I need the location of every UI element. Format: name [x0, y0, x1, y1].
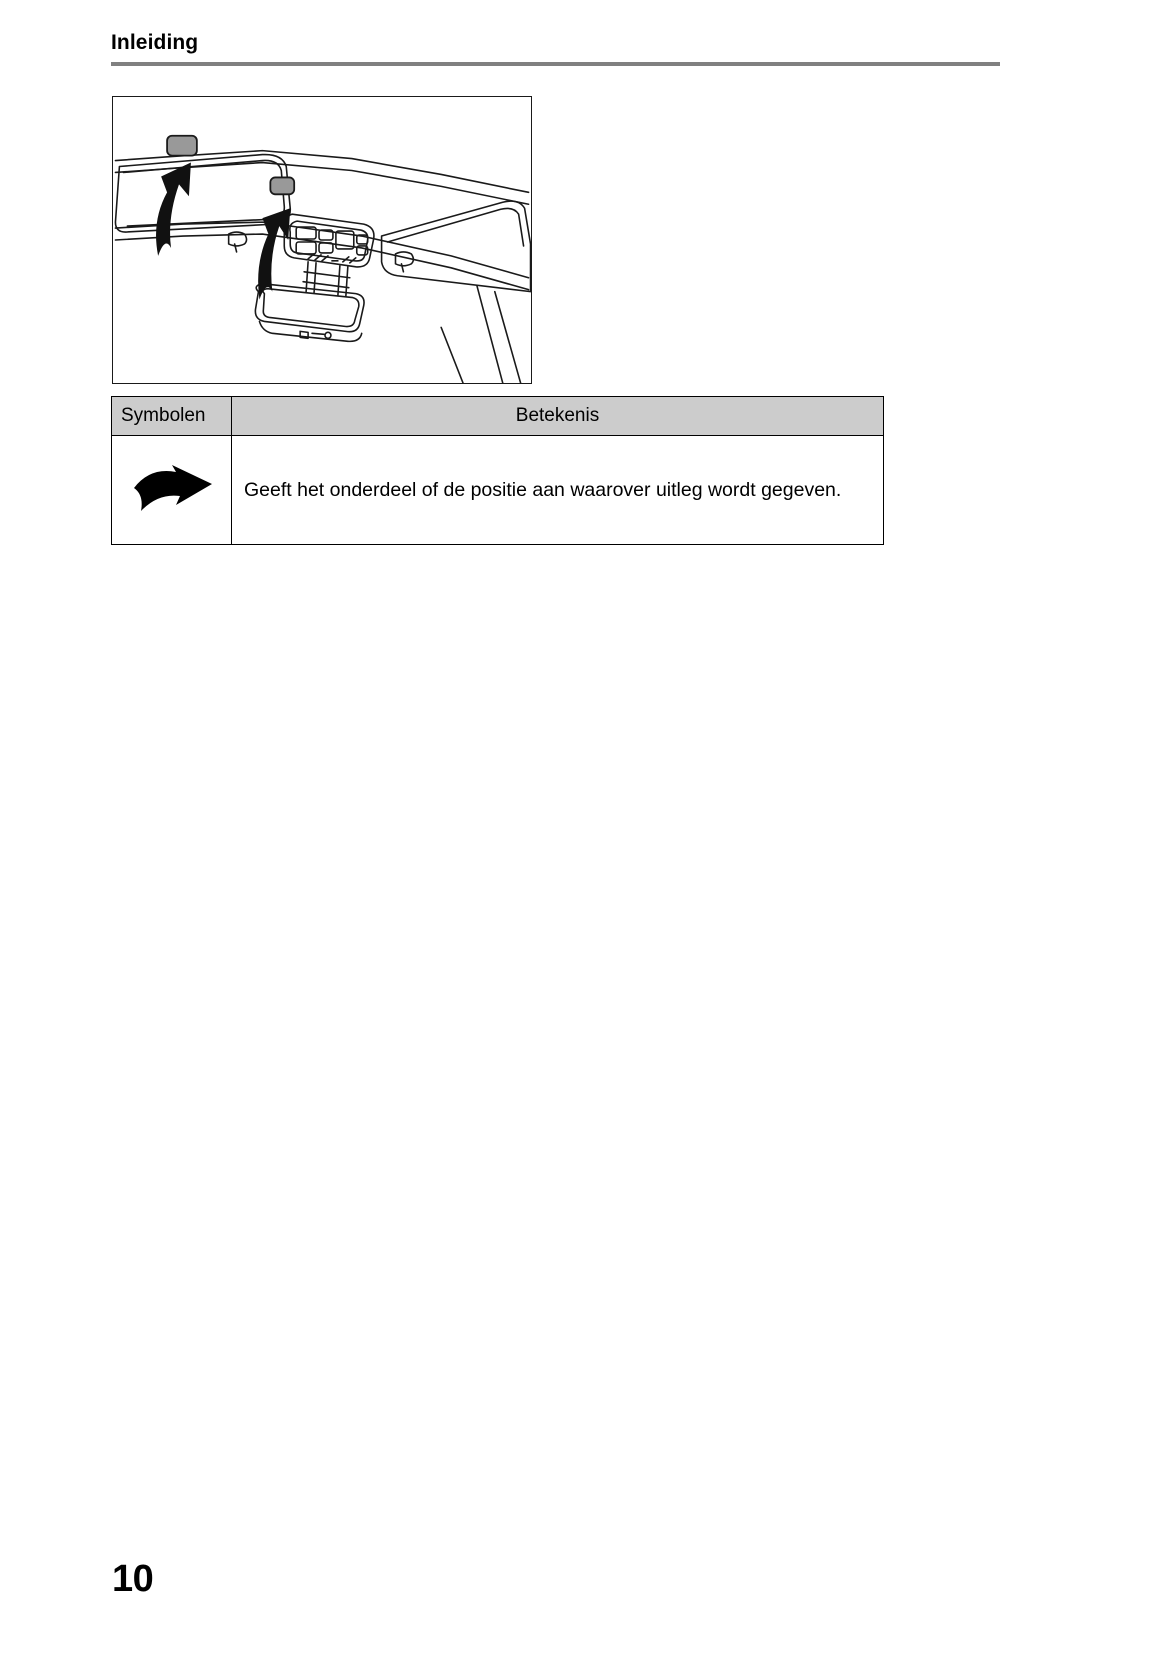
symbols-table: [111, 396, 884, 545]
symbol-cell: [112, 436, 232, 545]
page-number: 10: [112, 1558, 154, 1600]
table-row: [112, 436, 884, 545]
meaning-cell: Geeft het onderdeel of de positie aan waarover uitleg wordt gegeven.: [232, 436, 884, 545]
figure-vehicle-interior: [112, 96, 532, 384]
column-header-betekenis: Betekenis: [232, 397, 884, 436]
curved-arrow-icon: [130, 465, 214, 511]
page-title: Inleiding: [111, 31, 199, 54]
column-header-symbolen: Symbolen: [112, 397, 232, 436]
vehicle-interior-drawing: [113, 97, 531, 383]
page-header: [111, 30, 1000, 66]
table-header-row: [112, 397, 884, 436]
header-divider: [111, 62, 1000, 66]
